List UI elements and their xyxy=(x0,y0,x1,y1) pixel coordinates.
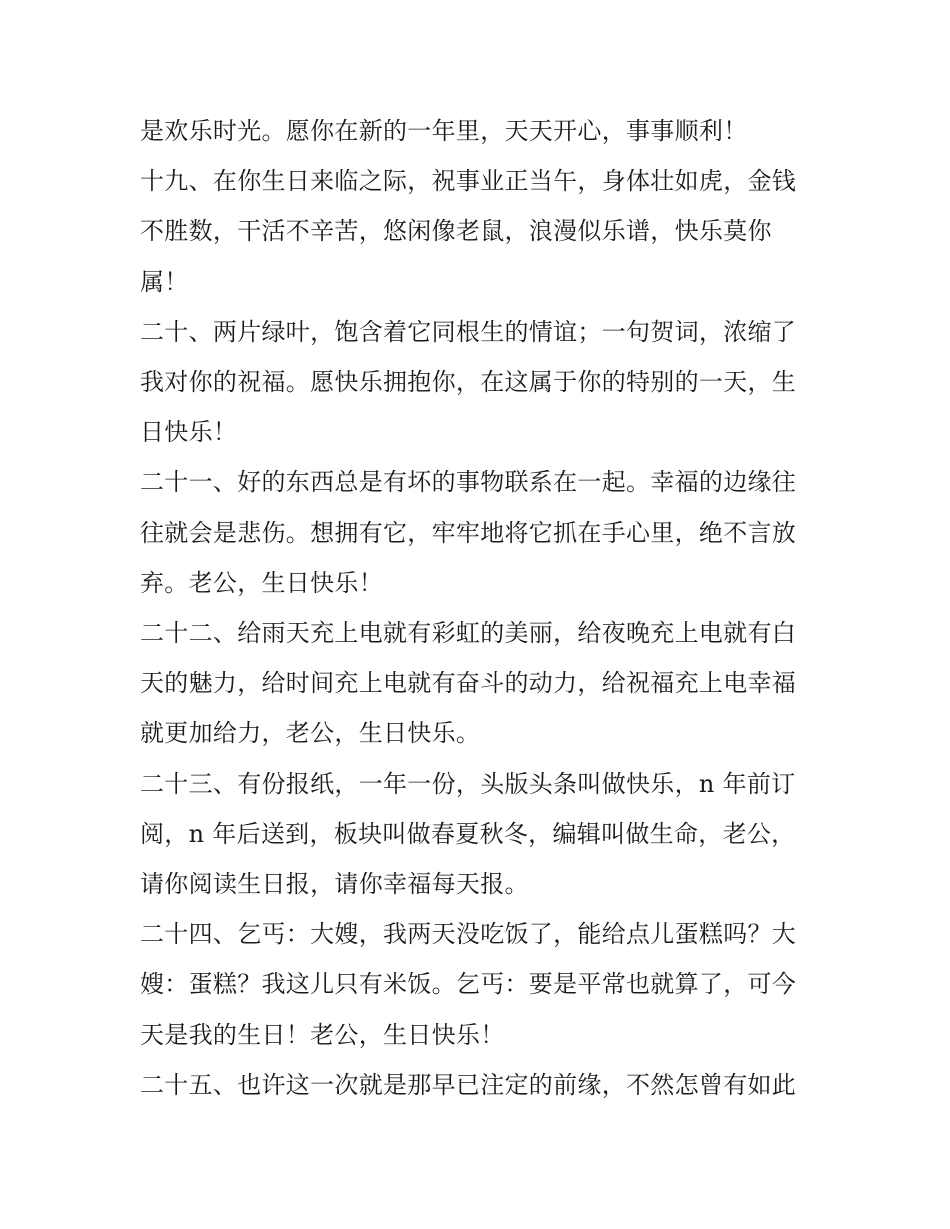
paragraph xyxy=(140,1060,812,1110)
text-line: 天的魅力，给时间充上电就有奋斗的动力，给祝福充上电幸福 xyxy=(140,669,797,698)
text-line: 是欢乐时光。愿你在新的一年里，天天开心，事事顺利！ xyxy=(140,117,748,145)
text-line: 就更加给力，老公，生日快乐。 xyxy=(140,719,481,748)
paragraph xyxy=(140,457,812,608)
text-line: 阅，n 年后送到，板块叫做春夏秋冬，编辑叫做生命，老公， xyxy=(140,819,796,848)
text-line: 二十五、也许这一次就是那早已注定的前缘，不然怎曾有如此 xyxy=(140,1070,797,1099)
text-line: 不胜数，干活不辛苦，悠闲像老鼠，浪漫似乐谱，快乐莫你 xyxy=(140,217,772,246)
paragraph xyxy=(140,759,812,910)
paragraph xyxy=(140,608,812,759)
paragraph xyxy=(140,106,812,156)
paragraph xyxy=(140,156,812,307)
text-line: 请你阅读生日报，请你幸福每天报。 xyxy=(140,870,529,899)
text-line: 二十、两片绿叶，饱含着它同根生的情谊；一句贺词，浓缩了 xyxy=(140,317,797,346)
text-line: 二十三、有份报纸，一年一份，头版头条叫做快乐，n 年前订 xyxy=(140,769,796,798)
text-line: 天是我的生日！老公，生日快乐！ xyxy=(140,1020,505,1049)
text-line: 往就会是悲伤。想拥有它，牢牢地将它抓在手心里，绝不言放 xyxy=(140,518,797,547)
text-line: 二十二、给雨天充上电就有彩虹的美丽，给夜晚充上电就有白 xyxy=(140,619,797,648)
paragraph xyxy=(140,909,812,1060)
text-line: 日快乐！ xyxy=(140,418,238,447)
text-line: 属！ xyxy=(140,267,189,296)
text-line: 弃。老公，生日快乐！ xyxy=(140,568,383,597)
paragraph xyxy=(140,307,812,458)
text-line: 二十一、好的东西总是有坏的事物联系在一起。幸福的边缘往 xyxy=(140,468,797,497)
text-line: 二十四、乞丐：大嫂，我两天没吃饭了，能给点儿蛋糕吗？大 xyxy=(140,920,797,949)
text-line: 嫂：蛋糕？我这儿只有米饭。乞丐：要是平常也就算了，可今 xyxy=(140,970,797,999)
text-line: 十九、在你生日来临之际，祝事业正当午，身体壮如虎，金钱 xyxy=(140,167,797,196)
text-line: 我对你的祝福。愿快乐拥抱你，在这属于你的特别的一天，生 xyxy=(140,368,797,397)
document-body xyxy=(140,106,812,1110)
